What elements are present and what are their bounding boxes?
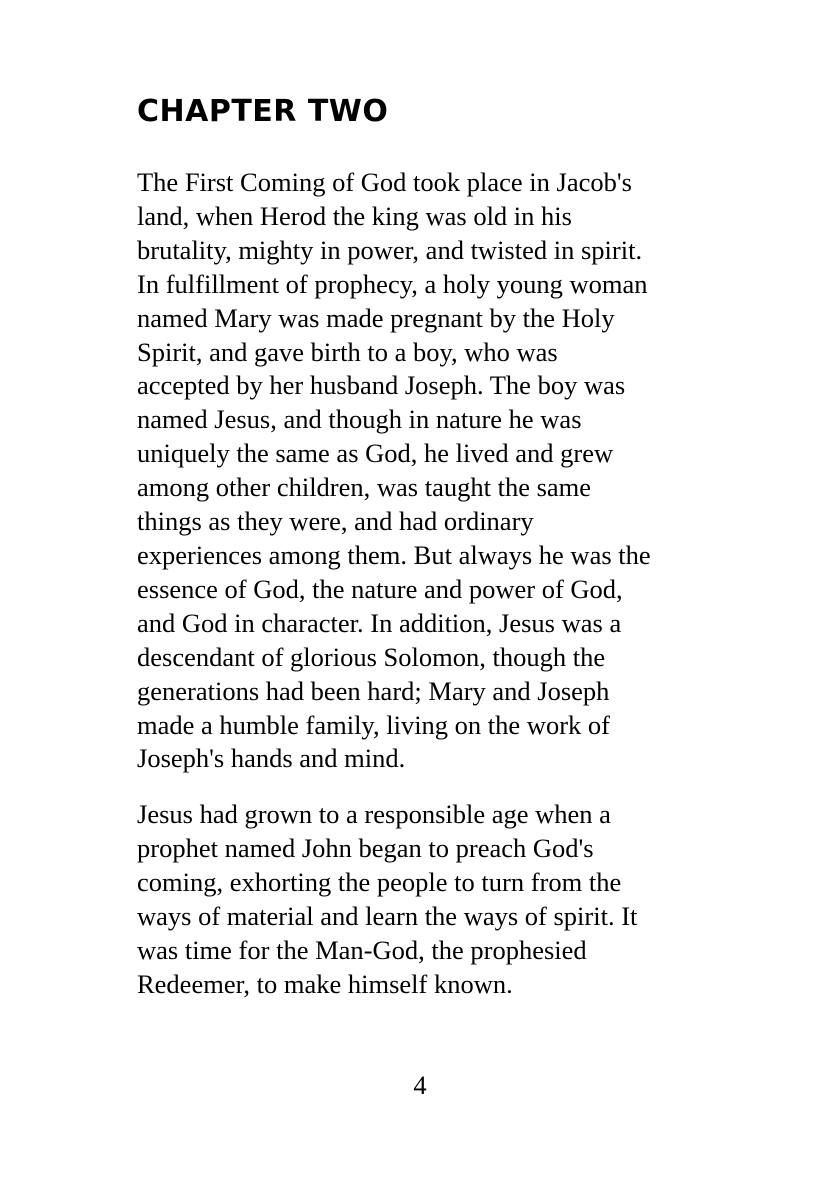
text-line: In fulfillment of prophecy, a holy young woman <box>137 268 648 299</box>
paragraph <box>137 798 737 1001</box>
text-line: land, when Herod the king was old in his <box>137 200 572 231</box>
text-line: and God in character. In addition, Jesus was a <box>137 607 622 638</box>
text-line: among other children, was taught the same <box>137 472 592 503</box>
text-line: Jesus had grown to a responsible age when a <box>137 799 611 829</box>
text-line: made a humble family, living on the work of <box>137 709 610 740</box>
text-line: experiences among them. But always he was the <box>137 539 651 570</box>
paragraph <box>137 166 737 776</box>
text-line: The First Coming of God took place in Jacob's <box>137 167 632 197</box>
text-line: named Jesus, and though in nature he was <box>137 404 582 435</box>
chapter-title: CHAPTER TWO <box>137 94 389 129</box>
text-line: Joseph's hands and mind. <box>137 743 406 774</box>
page-number: 4 <box>413 1070 427 1100</box>
text-line: things as they were, and had ordinary <box>137 506 534 537</box>
text-line: Spirit, and gave birth to a boy, who was <box>137 336 558 367</box>
text-line: essence of God, the nature and power of God, <box>137 573 623 604</box>
text-line: accepted by her husband Joseph. The boy was <box>137 370 626 401</box>
text-line: named Mary was made pregnant by the Holy <box>137 302 615 333</box>
text-line: descendant of glorious Solomon, though the <box>137 641 606 672</box>
text-line: ways of material and learn the ways of spirit. It <box>137 900 638 931</box>
text-line: was time for the Man-God, the prophesied <box>137 934 587 965</box>
text-line: uniquely the same as God, he lived and grew <box>137 438 614 469</box>
text-line: coming, exhorting the people to turn from the <box>137 866 622 897</box>
text-line: brutality, mighty in power, and twisted in spirit. <box>137 234 643 265</box>
text-line: Redeemer, to make himself known. <box>137 968 513 999</box>
text-line: prophet named John began to preach God's <box>137 832 594 863</box>
text-line: generations had been hard; Mary and Joseph <box>137 675 610 706</box>
